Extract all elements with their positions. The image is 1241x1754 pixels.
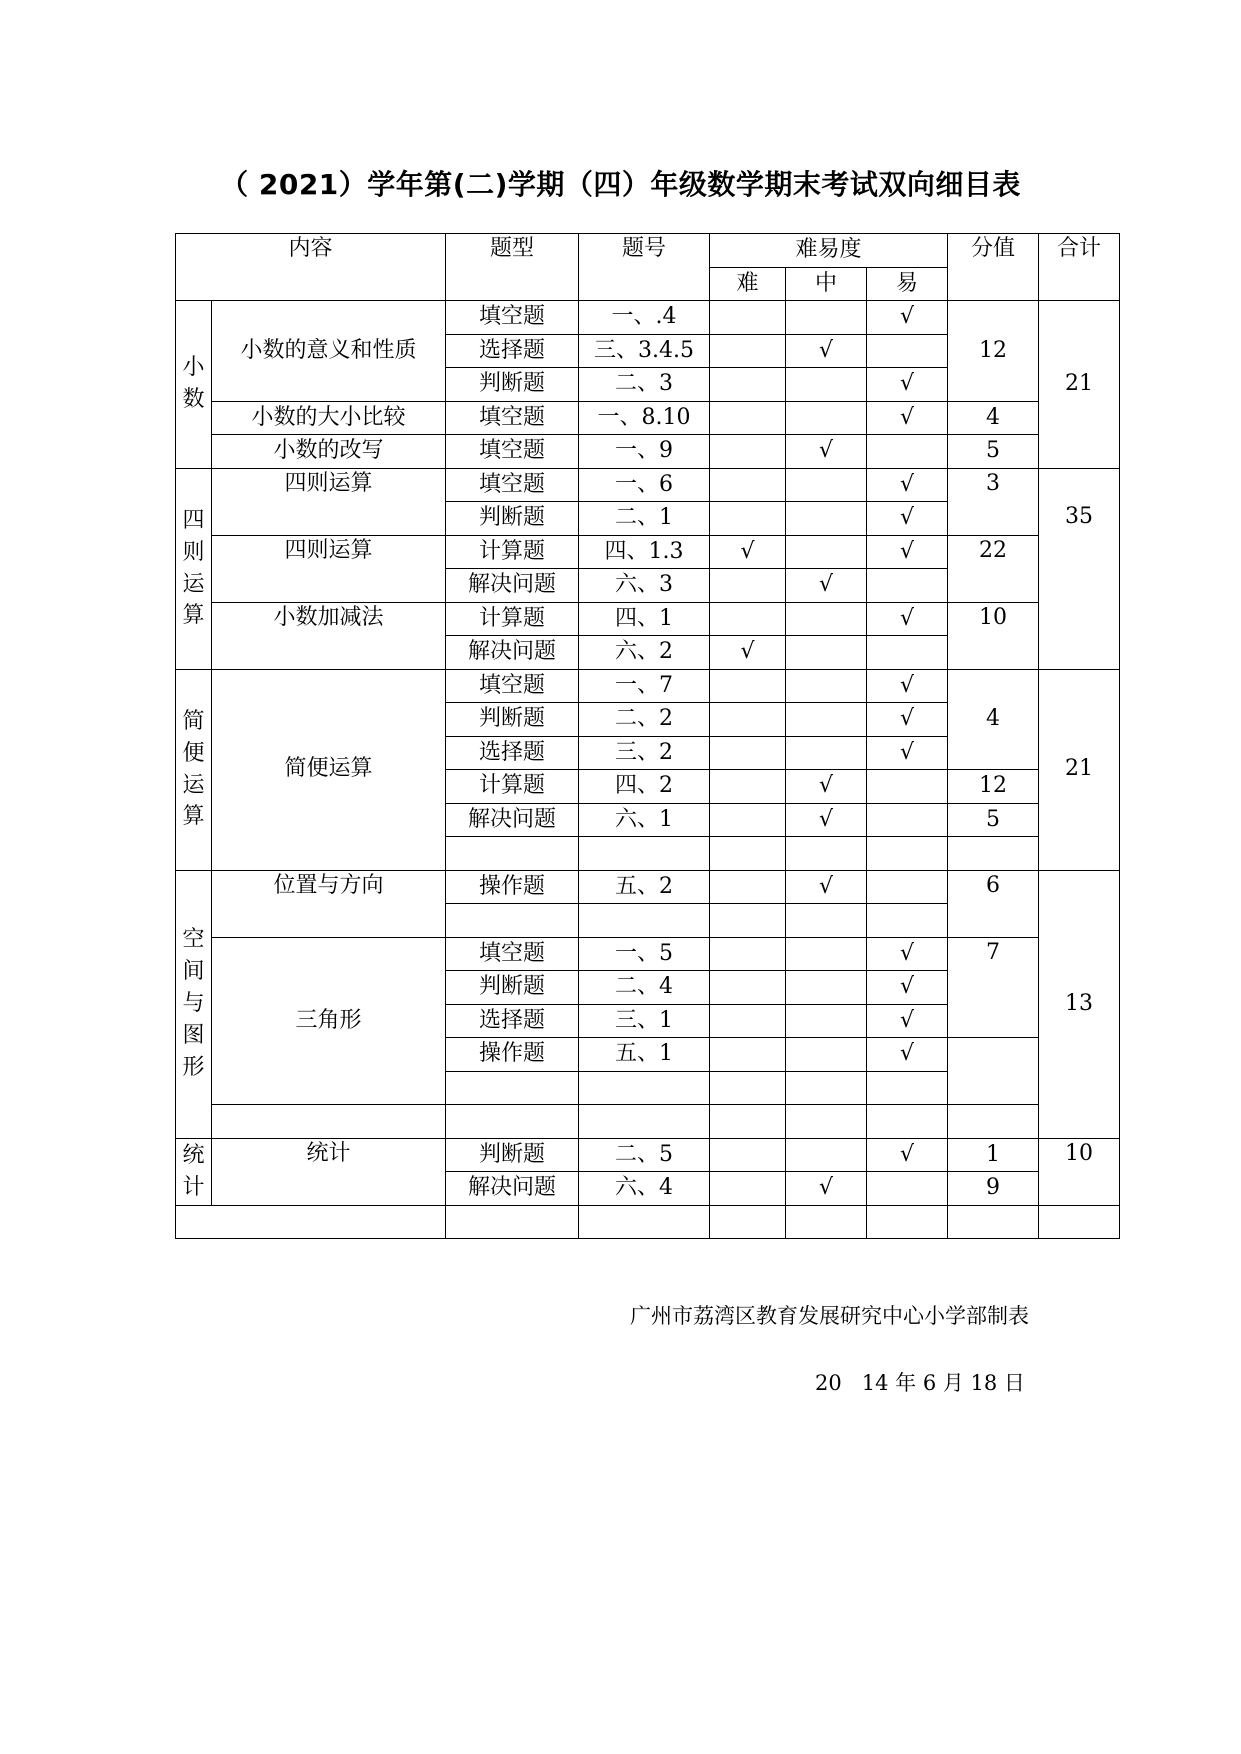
check-mark: √ [786,803,867,837]
check-mark: √ [867,301,948,335]
table-row-empty [176,1205,1120,1239]
table-row: 小数的大小比较 填空题 一、8.10 √ 4 [176,401,1120,435]
table-row: 操作题 五、1 √ [176,1038,1120,1072]
table-row: 解决问题 六、3 √ [176,569,1120,603]
category-geometry: 空 间 与 图 形 [176,870,212,1138]
check-mark: √ [867,736,948,770]
total-cell: 21 [1039,301,1120,469]
table-row: 解决问题 六、4 √ 9 [176,1172,1120,1206]
table-row: 判断题 二、2 √ [176,703,1120,737]
header-easy: 易 [867,267,948,301]
header-type: 题型 [446,234,579,301]
topic-cell: 四则运算 [212,468,446,535]
score-cell: 12 [948,301,1039,402]
table-row: 三角形 填空题 一、5 √ 7 [176,937,1120,971]
header-score: 分值 [948,234,1039,301]
score-cell: 10 [948,602,1039,669]
total-cell: 13 [1039,870,1120,1138]
check-mark: √ [867,1004,948,1038]
table-row: 选择题 三、3.4.5 √ [176,334,1120,368]
table-row: 小数加减法 计算题 四、1 √ 10 [176,602,1120,636]
topic-cell: 统计 [212,1138,446,1205]
topic-cell: 小数的改写 [212,435,446,469]
score-cell: 3 [948,468,1039,535]
check-mark: √ [867,468,948,502]
check-mark: √ [867,1138,948,1172]
check-mark: √ [867,1038,948,1072]
table-row: 四 则 运 算 四则运算 填空题 一、6 √ 3 35 [176,468,1120,502]
check-mark: √ [867,971,948,1005]
total-cell: 35 [1039,468,1120,669]
check-mark: √ [786,1172,867,1206]
table-row: 小数的改写 填空题 一、9 √ 5 [176,435,1120,469]
check-mark: √ [867,401,948,435]
table-row: 统 计 统计 判断题 二、5 √ 1 10 [176,1138,1120,1172]
table-row: 判断题 二、4 √ [176,971,1120,1005]
table-row: 小 数 小数的意义和性质 填空题 一、.4 √ 12 21 [176,301,1120,335]
topic-cell: 小数加减法 [212,602,446,669]
check-mark: √ [867,502,948,536]
check-mark: √ [867,535,948,569]
check-mark: √ [786,435,867,469]
check-mark: √ [786,334,867,368]
table-row: 选择题 三、2 √ [176,736,1120,770]
header-medium: 中 [786,267,867,301]
header-row [176,234,1120,268]
check-mark: √ [867,368,948,402]
header-difficulty: 难易度 [710,234,948,268]
category-decimals: 小 数 [176,301,212,469]
check-mark: √ [710,535,786,569]
check-mark: √ [786,870,867,904]
header-number: 题号 [579,234,710,301]
table-row: 简 便 运 算 简便运算 填空题 一、7 √ 4 21 [176,669,1120,703]
total-cell: 21 [1039,669,1120,870]
header-hard: 难 [710,267,786,301]
check-mark: √ [710,636,786,670]
check-mark: √ [867,602,948,636]
page-title: （ 2021）学年第(二)学期（四）年级数学期末考试双向细目表 [220,168,1021,201]
score-cell: 5 [948,803,1039,837]
score-cell: 7 [948,937,1039,1038]
table-row: 判断题 二、3 √ [176,368,1120,402]
check-mark: √ [786,770,867,804]
check-mark: √ [867,703,948,737]
table-row: 计算题 四、2 √ 12 [176,770,1120,804]
check-mark: √ [867,669,948,703]
topic-cell: 位置与方向 [212,870,446,937]
header-total: 合计 [1039,234,1120,301]
table-row: 选择题 三、1 √ [176,1004,1120,1038]
topic-cell: 小数的意义和性质 [212,301,446,402]
check-mark: √ [786,569,867,603]
table-row-empty [176,1105,1120,1139]
topic-cell: 四则运算 [212,535,446,602]
footer-org: 广州市荔湾区教育发展研究中心小学部制表 [630,1304,1029,1328]
category-statistics: 统 计 [176,1138,212,1205]
table-row: 解决问题 六、2 √ [176,636,1120,670]
score-cell: 5 [948,435,1039,469]
table-row: 空 间 与 图 形 位置与方向 操作题 五、2 √ 6 13 [176,870,1120,904]
header-content: 内容 [176,234,446,301]
category-simplify: 简 便 运 算 [176,669,212,870]
spec-table [175,233,1120,1239]
score-cell: 9 [948,1172,1039,1206]
score-cell: 6 [948,870,1039,937]
footer-date: 20 14 年 6 月 18 日 [815,1371,1025,1395]
table-row: 判断题 二、1 √ [176,502,1120,536]
category-arithmetic: 四 则 运 算 [176,468,212,669]
score-cell: 22 [948,535,1039,602]
table-row: 解决问题 六、1 √ 5 [176,803,1120,837]
check-mark: √ [867,937,948,971]
topic-cell: 小数的大小比较 [212,401,446,435]
topic-cell: 三角形 [212,937,446,1105]
total-cell: 10 [1039,1138,1120,1205]
score-cell: 4 [948,401,1039,435]
table-row: 四则运算 计算题 四、1.3 √ √ 22 [176,535,1120,569]
topic-cell: 简便运算 [212,669,446,870]
score-cell: 12 [948,770,1039,804]
score-cell: 4 [948,669,1039,770]
score-cell: 1 [948,1138,1039,1172]
